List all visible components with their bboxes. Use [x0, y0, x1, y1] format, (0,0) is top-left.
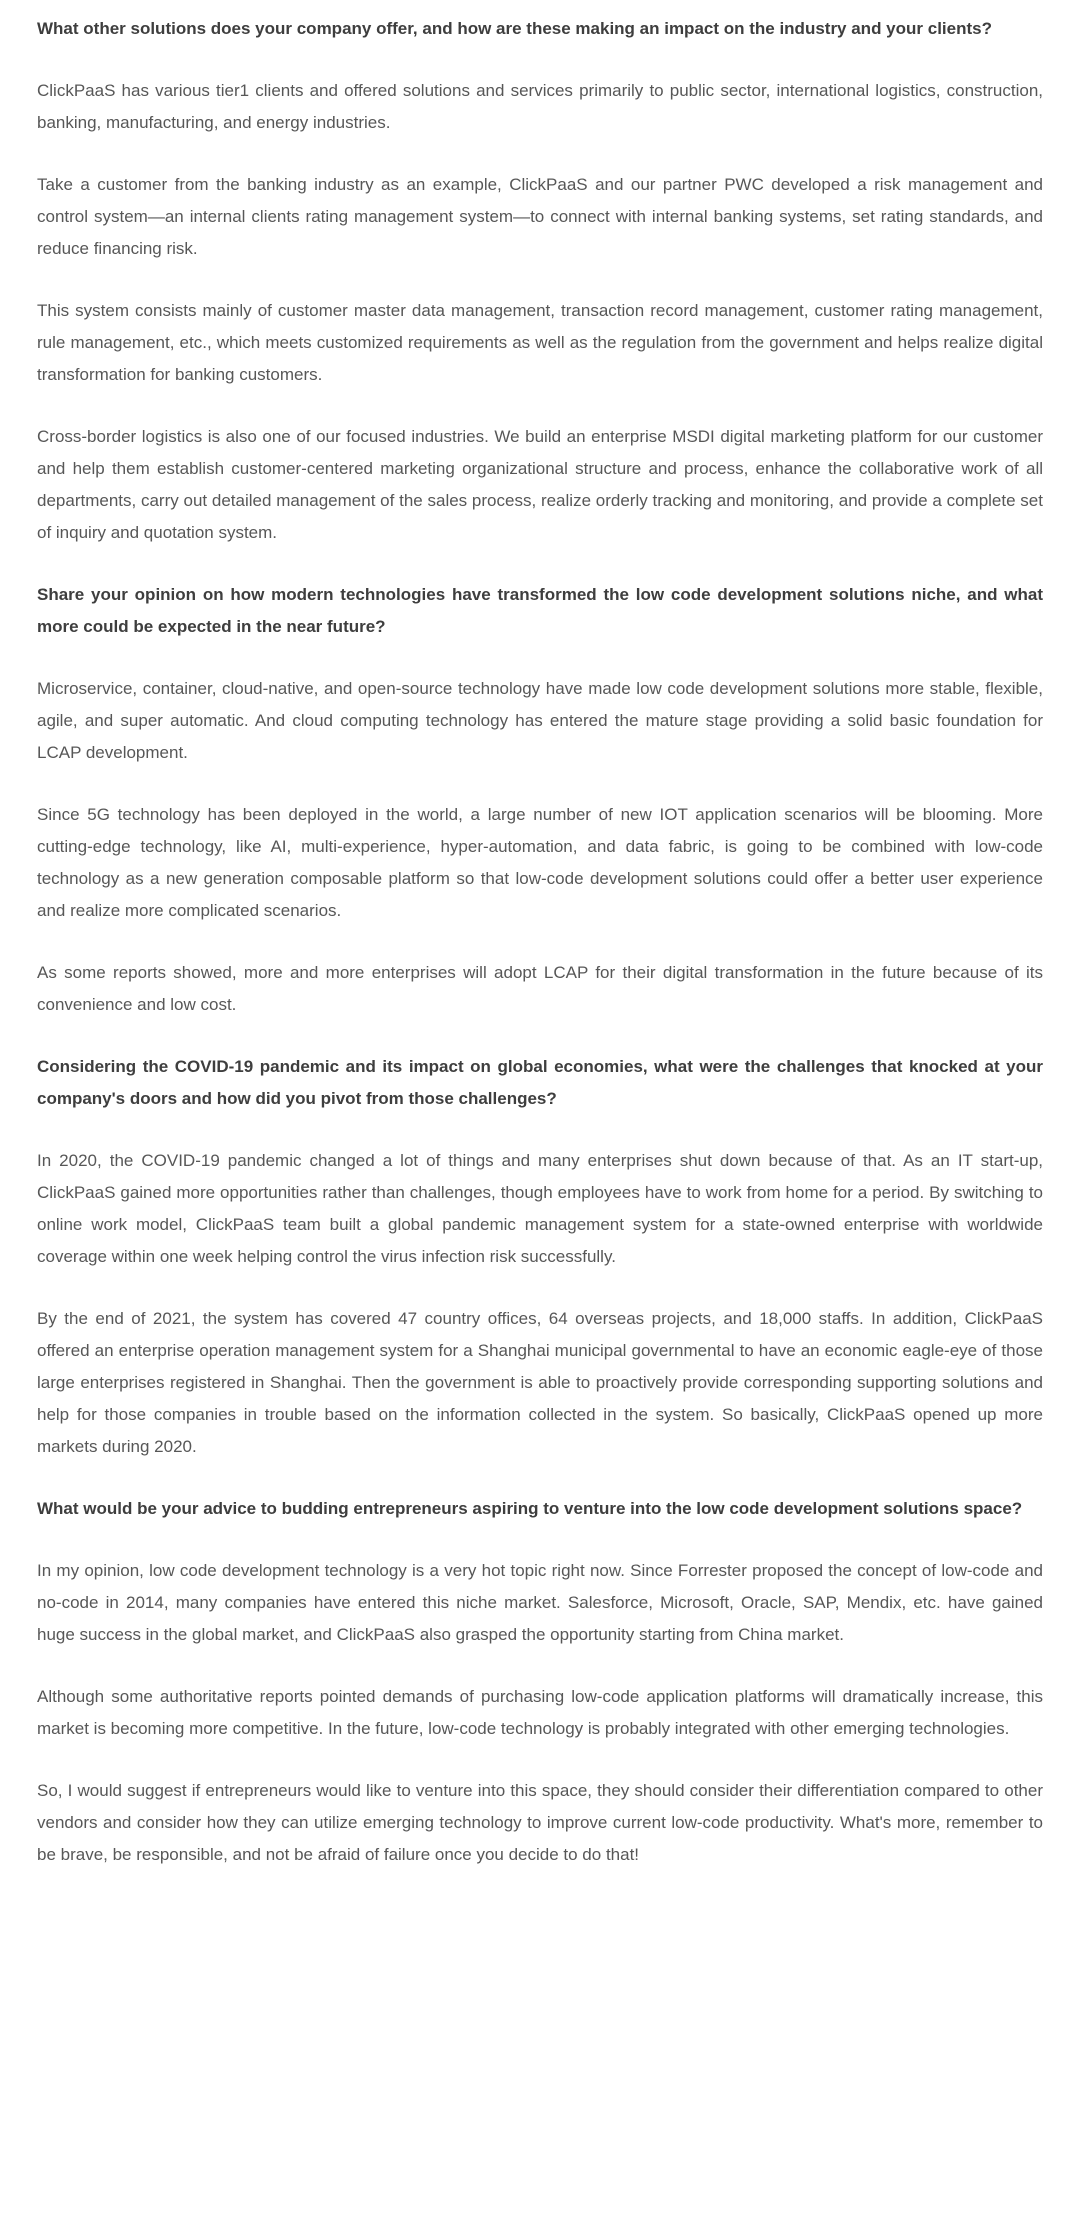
interview-answer: As some reports showed, more and more enterprises will adopt LCAP for their digital transformation in the future because of its convenience and low cost.	[37, 963, 1043, 1014]
interview-answer: In my opinion, low code development technology is a very hot topic right now. Since Forrester proposed the concept of low-code and no-code in 2014, many companies have entered this niche market. Salesforce, Microsoft, Oracle, SAP, Mendix, etc. have gained huge success in the global market, and ClickPaaS also grasped the opportunity starting from China market.	[37, 1561, 1043, 1644]
interview-answer: In 2020, the COVID-19 pandemic changed a lot of things and many enterprises shut down because of that. As an IT start-up, ClickPaaS gained more opportunities rather than challenges, though employees have to work from home for a period. By switching to online work model, ClickPaaS team built a global pandemic management system for a state-owned enterprise with worldwide coverage within one week helping control the virus infection risk successfully.	[37, 1151, 1043, 1266]
interview-answer: Although some authoritative reports pointed demands of purchasing low-code application platforms will dramatically increase, this market is becoming more competitive. In the future, low-code technology is probably integrated with other emerging technologies.	[37, 1687, 1043, 1738]
interview-answer: Microservice, container, cloud-native, and open-source technology have made low code development solutions more stable, flexible, agile, and super automatic. And cloud computing technology has entered the mature stage providing a solid basic foundation for LCAP development.	[37, 679, 1043, 762]
interview-answer: So, I would suggest if entrepreneurs would like to venture into this space, they should consider their differentiation compared to other vendors and consider how they can utilize emerging technology to improve current low-code productivity. What's more, remember to be brave, be responsible, and not be afraid of failure once you decide to do that!	[37, 1781, 1043, 1864]
interview-question: Share your opinion on how modern technologies have transformed the low code development solutions niche, and what more could be expected in the near future?	[37, 585, 1043, 636]
interview-question: Considering the COVID-19 pandemic and its impact on global economies, what were the challenges that knocked at your company's doors and how did you pivot from those challenges?	[37, 1057, 1043, 1108]
interview-question: What would be your advice to budding entrepreneurs aspiring to venture into the low code development solutions space?	[37, 1499, 1023, 1518]
interview-question: What other solutions does your company offer, and how are these making an impact on the industry and your clients?	[37, 19, 992, 38]
interview-answer: Cross-border logistics is also one of our focused industries. We build an enterprise MSDI digital marketing platform for our customer and help them establish customer-centered marketing organizational structure and process, enhance the collaborative work of all departments, carry out detailed management of the sales process, realize orderly tracking and monitoring, and provide a complete set of inquiry and quotation system.	[37, 427, 1043, 542]
interview-answer: ClickPaaS has various tier1 clients and offered solutions and services primarily to public sector, international logistics, construction, banking, manufacturing, and energy industries.	[37, 81, 1043, 132]
interview-answer: This system consists mainly of customer master data management, transaction record management, customer rating management, rule management, etc., which meets customized requirements as well as the regulation from the government and helps realize digital transformation for banking customers.	[37, 301, 1043, 384]
interview-answer: By the end of 2021, the system has covered 47 country offices, 64 overseas projects, and 18,000 staffs. In addition, ClickPaaS offered an enterprise operation management system for a Shanghai municipal governmental to have an economic eagle-eye of those large enterprises registered in Shanghai. Then the government is able to proactively provide corresponding supporting solutions and help for those companies in trouble based on the information collected in the system. So basically, ClickPaaS opened up more markets during 2020.	[37, 1309, 1043, 1456]
interview-answer: Take a customer from the banking industry as an example, ClickPaaS and our partner PWC developed a risk management and control system—an internal clients rating management system—to connect with internal banking systems, set rating standards, and reduce financing risk.	[37, 175, 1043, 258]
interview-answer: Since 5G technology has been deployed in the world, a large number of new IOT application scenarios will be blooming. More cutting-edge technology, like AI, multi-experience, hyper-automation, and data fabric, is going to be combined with low-code technology as a new generation composable platform so that low-code development solutions could offer a better user experience and realize more complicated scenarios.	[37, 805, 1043, 920]
